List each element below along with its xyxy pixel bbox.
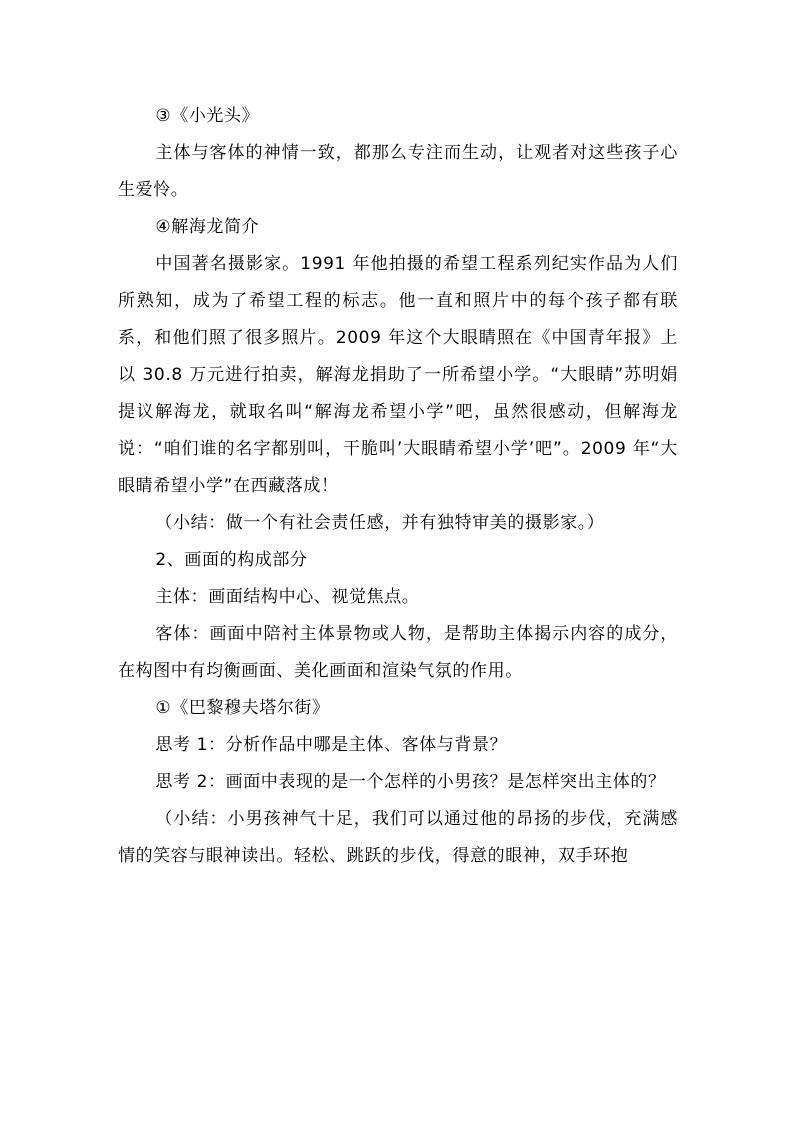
paragraph-xie-hailong-bio: 中国著名摄影家。1991 年他拍摄的希望工程系列纪实作品为人们所熟知，成为了希望工程的标志。他一直和照片中的每个孩子都有联系，和他们照了很多照片。2009 年这个大眼睛照在《中国青年报》上以 30.8 万元进行拍卖，解海龙捐助了一所希望小学。“大眼睛”苏明娟提议解海龙，就取名叫“解海龙希望小学”吧，虽然很感动，但解海龙说：“咱们谁的名字都别叫，干脆叫’大眼睛希望小学’吧”。2009 年“大眼睛希望小学”在西藏落成！ (118, 254, 678, 496)
definition-subject: 主体：画面结构中心、视觉焦点。 (155, 587, 420, 607)
section-heading-composition: 2、画面的构成部分 (155, 550, 308, 570)
question-1: 思考 1：分析作品中哪是主体、客体与背景？ (155, 735, 508, 755)
definition-object: 客体：画面中陪衬主体景物或人物，是帮助主体揭示内容的成分，在构图中有均衡画面、美化画面和渲染气氛的作用。 (118, 624, 678, 681)
heading-xiao-guang-tou: ③《小光头》 (155, 106, 260, 126)
paragraph-subject-object-expression: 主体与客体的神情一致，都那么专注而生动，让观者对这些孩子心生爱怜。 (118, 143, 678, 200)
summary-social-responsibility: （小结：做一个有社会责任感，并有独特审美的摄影家。） (155, 513, 605, 533)
question-2: 思考 2：画面中表现的是一个怎样的小男孩？是怎样突出主体的？ (155, 772, 666, 792)
summary-little-boy: （小结：小男孩神气十足，我们可以通过他的昂扬的步伐，充满感情的笑容与眼神读出。轻松、跳跃的步伐，得意的眼神，双手环抱 (118, 809, 678, 866)
heading-rue-mouffetard: ①《巴黎穆夫塔尔街》 (155, 698, 330, 718)
heading-xie-hailong-intro: ④解海龙简介 (155, 217, 260, 237)
document-body (118, 98, 678, 875)
